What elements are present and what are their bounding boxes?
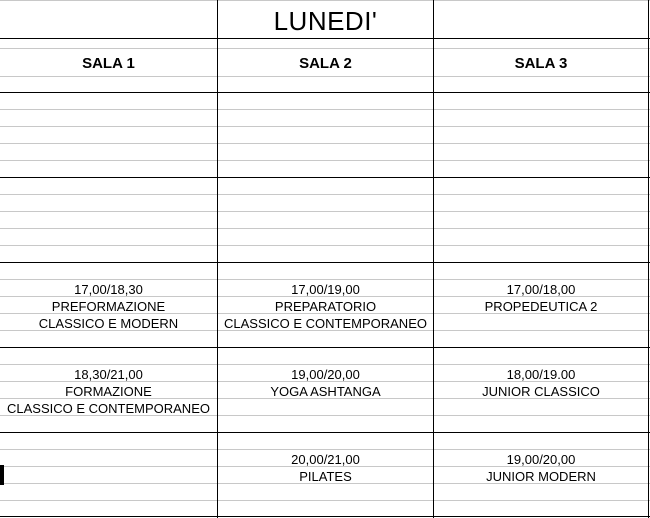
class-cell-sala-2	[218, 366, 433, 400]
class-time: 19,00/20,00	[291, 367, 360, 382]
day-title: LUNEDI'	[273, 6, 378, 36]
grid-line	[0, 211, 650, 212]
column-border	[217, 0, 218, 518]
class-time: 17,00/19,00	[291, 282, 360, 297]
grid-line	[0, 364, 650, 365]
class-cell-sala-1	[0, 366, 217, 417]
class-cell-sala-3	[434, 366, 648, 400]
class-time: 19,00/20,00	[506, 452, 576, 467]
class-name: PREFORMAZIONE	[51, 299, 166, 314]
class-name: PREPARATORIO	[274, 299, 377, 314]
grid-line	[0, 126, 650, 127]
grid-line	[0, 228, 650, 229]
cell-cursor-marker	[0, 465, 4, 485]
grid-line	[0, 279, 650, 280]
class-name: JUNIOR MODERN	[486, 469, 596, 484]
class-time: 18,00/19.00	[506, 367, 576, 382]
class-style: CLASSICO E CONTEMPORANEO	[7, 401, 210, 416]
grid-line	[0, 48, 650, 49]
block-border	[0, 262, 650, 263]
grid-line	[0, 109, 650, 110]
class-cell-sala-1	[0, 281, 217, 332]
class-name: JUNIOR CLASSICO	[482, 384, 600, 399]
grid-line	[0, 160, 650, 161]
block-border	[0, 177, 650, 178]
grid-line	[0, 143, 650, 144]
class-time: 17,00/18,30	[74, 282, 143, 297]
class-name: PILATES	[299, 469, 352, 484]
column-border	[433, 0, 434, 518]
class-name: FORMAZIONE	[65, 384, 152, 399]
grid-line	[0, 500, 650, 501]
class-time: 20,00/21,00	[291, 452, 360, 467]
block-border	[0, 432, 650, 433]
column-header-sala-3: SALA 3	[514, 55, 568, 72]
grid-line	[0, 76, 650, 77]
column-border	[648, 0, 649, 518]
column-header-sala-2: SALA 2	[299, 55, 352, 72]
block-border	[0, 92, 650, 93]
grid-line	[0, 449, 650, 450]
column-header-sala-1: SALA 1	[82, 55, 135, 72]
block-border	[0, 38, 650, 39]
class-cell-sala-3	[434, 451, 648, 485]
class-time: 18,30/21,00	[74, 367, 143, 382]
class-style: CLASSICO E CONTEMPORANEO	[224, 316, 427, 331]
block-border	[0, 516, 650, 517]
block-border	[0, 347, 650, 348]
grid-line	[0, 0, 650, 1]
grid-line	[0, 194, 650, 195]
class-name: PROPEDEUTICA 2	[484, 299, 598, 314]
class-time: 17,00/18,00	[506, 282, 576, 297]
class-cell-sala-2	[218, 451, 433, 485]
class-cell-sala-2	[218, 281, 433, 332]
class-cell-sala-3	[434, 281, 648, 315]
class-style: CLASSICO E MODERN	[38, 316, 179, 331]
grid-line	[0, 245, 650, 246]
class-name: YOGA ASHTANGA	[270, 384, 381, 399]
